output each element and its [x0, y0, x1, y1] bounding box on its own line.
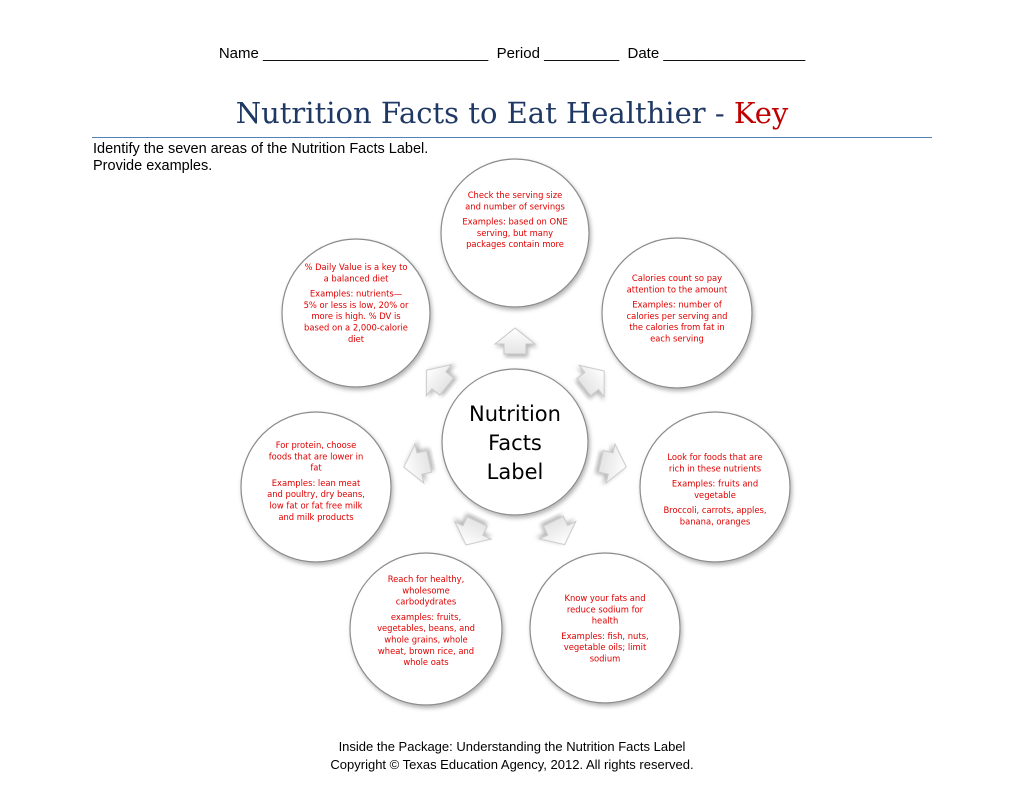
circle-text-line: and number of servings [465, 201, 565, 212]
circle-carbohydrates [350, 553, 502, 705]
arrow-shape [571, 355, 616, 402]
footer-line-1: Inside the Package: Understanding the Nutrition Facts Label [338, 739, 686, 754]
circle-text-line: and milk products [278, 511, 354, 522]
instruction-line-2: Provide examples. [93, 158, 213, 174]
circle-text-line: vegetable oils; limit [563, 642, 647, 653]
circle-text-line: Broccoli, carrots, apples, [663, 505, 767, 516]
circle-text-line: Examples: fruits and [671, 478, 759, 489]
circle-text-line: carbodydrates [395, 596, 457, 607]
arrow-shape [448, 513, 495, 554]
circle-text-line: Know your fats and [564, 593, 646, 603]
circle-nutrients [640, 412, 790, 562]
circle-text-line: Check the serving size [467, 190, 563, 200]
circle-text-line: 5% or less is low, 20% or [303, 299, 409, 310]
arrow-7 [414, 355, 459, 402]
center-label-line: Nutrition [469, 402, 561, 426]
circle-group [241, 159, 790, 705]
circle-text-line: packages contain more [466, 239, 564, 250]
footer-line-2: Copyright © Texas Education Agency, 2012. All rights reserved. [330, 757, 694, 772]
circle-text-line: Examples: fish, nuts, [561, 630, 649, 641]
center-label-line: Facts [488, 431, 542, 455]
circle-text-line: Examples: based on ONE [462, 216, 568, 227]
circle-text-line: vegetables, beans, and [377, 623, 475, 634]
arrow-4 [535, 513, 582, 554]
circle-text-line: wholesome [402, 585, 450, 596]
title-key: Key [733, 96, 789, 130]
circle-text-line: calories per serving and [626, 310, 728, 321]
instruction-line-1: Identify the seven areas of the Nutrition Facts Label. [93, 141, 429, 157]
arrow-5 [448, 513, 495, 554]
circle-text-line: and poultry, dry beans, [267, 489, 365, 500]
circle-text-line: Look for foods that are [667, 452, 763, 462]
circle-text-line: sodium [589, 653, 621, 664]
circle-text-line: whole oats [403, 657, 449, 668]
circle-fats-sodium [530, 553, 680, 703]
circle-text-line: wheat, brown rice, and [377, 645, 475, 656]
circle-text-line: For protein, choose [275, 440, 357, 450]
circle-text-line: Examples: number of [632, 299, 722, 310]
circle-text-line: banana, oranges [679, 516, 751, 527]
circle-daily-value [282, 239, 430, 387]
circle-text-line: % Daily Value is a key to [304, 262, 408, 272]
circle-calories [602, 238, 752, 388]
circle-text-line: low fat or fat free milk [269, 500, 363, 511]
name-period-date-line: Name ___________________________ Period _________ Date _________________ [218, 45, 806, 62]
arrow-6 [399, 442, 433, 487]
circle-text-line: Reach for healthy, [387, 574, 465, 584]
circle-text-line: based on a 2,000-calorie [304, 322, 408, 333]
circle-text-line: each serving [650, 333, 704, 344]
circle-text-line: Examples: nutrients— [309, 288, 403, 299]
circle-text-line: health [591, 615, 619, 626]
circle-text-line: attention to the amount [626, 284, 728, 295]
circle-text-line: serving, but many [476, 227, 554, 238]
circle-text-line: foods that are lower in [268, 451, 364, 462]
title-main: Nutrition Facts to Eat Healthier - [235, 96, 734, 130]
circle-text-line: whole grains, whole [384, 634, 468, 645]
circle-text-line: rich in these nutrients [668, 463, 762, 474]
circle-outline [530, 553, 680, 703]
arrow-shape [399, 442, 433, 487]
circle-text-line: examples: fruits, [390, 611, 462, 622]
arrow-3 [596, 442, 630, 487]
arrow-shape [535, 513, 582, 554]
circle-text-line: the calories from fat in [629, 322, 725, 333]
center-label-line: Label [486, 460, 544, 484]
circle-text-line: diet [347, 333, 365, 344]
circle-serving-size [441, 159, 589, 307]
arrow-1 [495, 328, 535, 354]
circle-text-line: Calories count so pay [631, 273, 723, 283]
arrow-shape [414, 355, 459, 402]
arrow-shape [495, 328, 535, 354]
circle-text-line: reduce sodium for [566, 604, 644, 615]
circle-text-line: fat [310, 462, 322, 473]
circle-text-line: more is high. % DV is [311, 311, 401, 322]
circle-protein [241, 412, 391, 562]
circle-text-line: a balanced diet [323, 273, 389, 284]
circle-text-line: vegetable [694, 489, 736, 500]
arrow-shape [596, 442, 630, 487]
arrow-2 [571, 355, 616, 402]
circle-text-line: Examples: lean meat [271, 477, 361, 488]
